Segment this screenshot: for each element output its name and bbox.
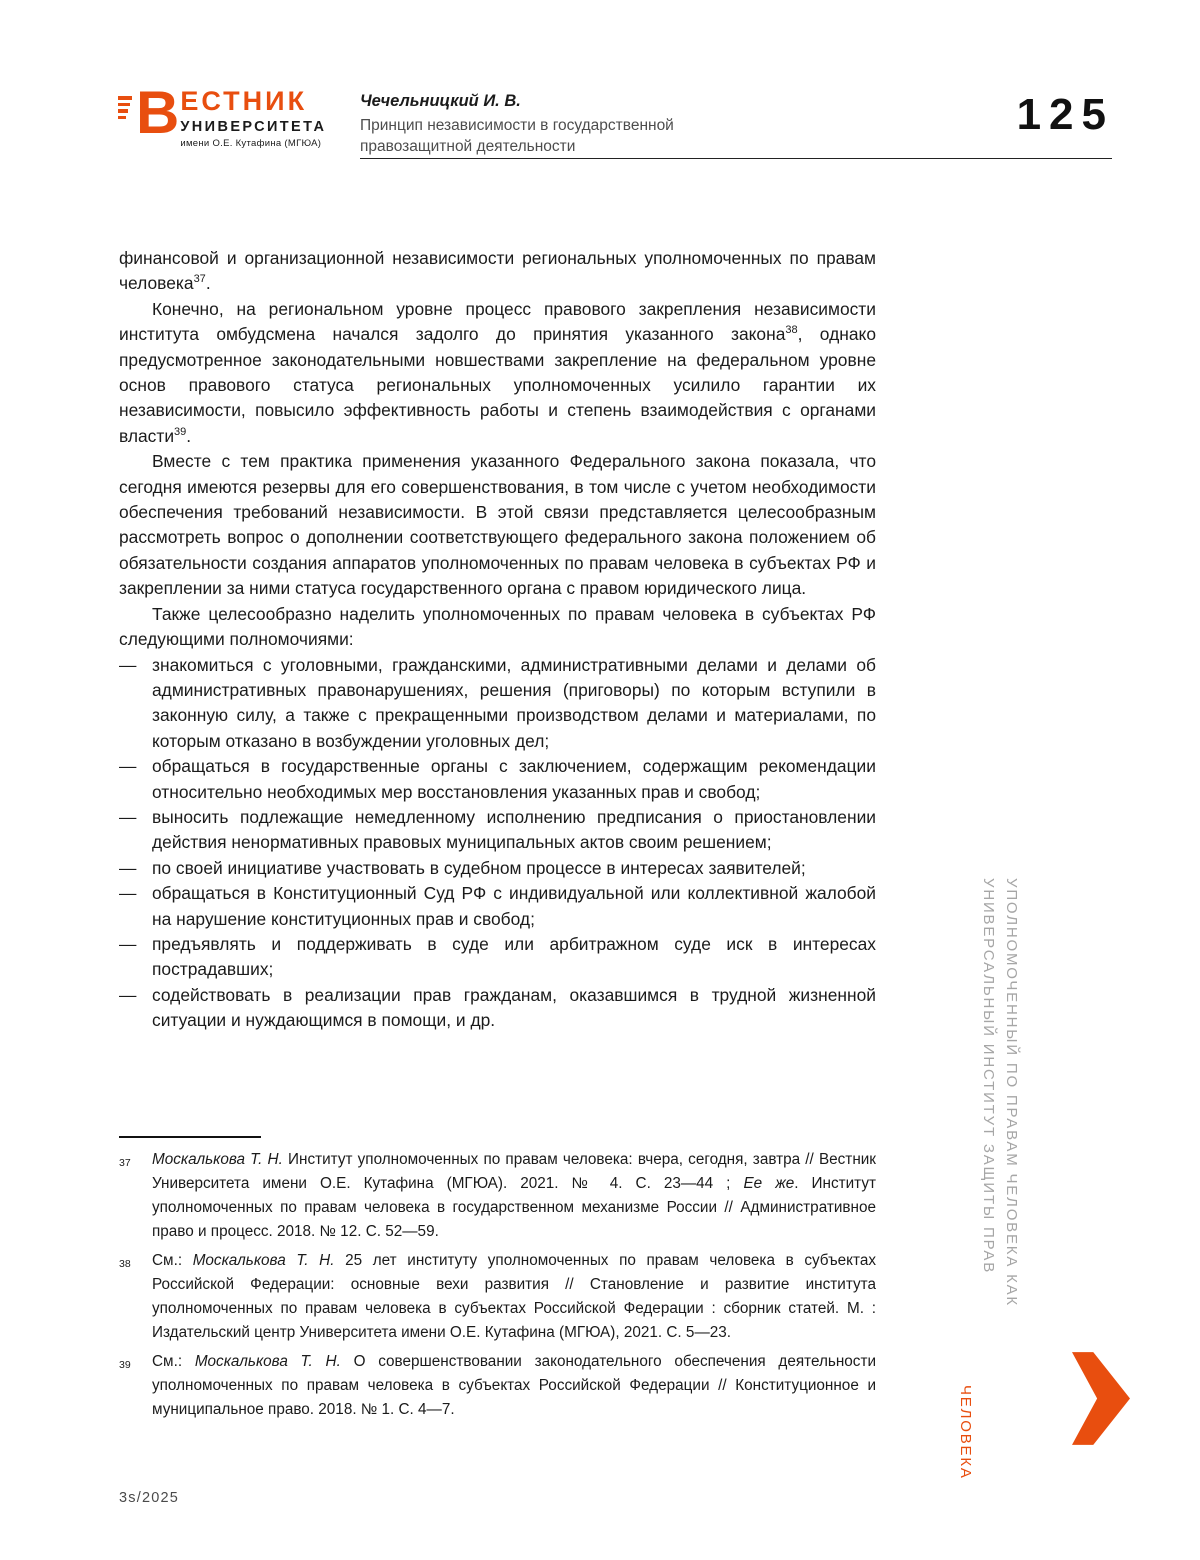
italic-text: Москалькова Т. Н. [192, 1252, 335, 1269]
text-segment: знакомиться с уголовными, гражданскими, административными делами и делами об административных правонарушениях, решения (приговоры) по которым вступили в законную силу, а также с прекращенными производством делами и материалами, по которым отказано в возбуждении уголовных дел; [152, 654, 876, 751]
text-segment: финансовой и организационной независимости региональных уполномоченных по правам человека [119, 248, 876, 294]
list-marker: — [119, 756, 137, 777]
rubric-line-1: УПОЛНОМОЧЕННЫЙ ПО ПРАВАМ ЧЕЛОВЕКА КАК [1003, 878, 1020, 1307]
list-item-text [152, 653, 876, 755]
text-segment: См.: [152, 1252, 193, 1269]
logo-university: УНИВЕРСИТЕТА [180, 119, 327, 135]
footnote-number: 38 [119, 1258, 131, 1270]
footnote-text [152, 1148, 876, 1244]
list-item [119, 653, 876, 755]
issue-label: 3s/2025 [119, 1490, 179, 1506]
italic-text: Москалькова Т. Н. [152, 1151, 283, 1168]
rubric-arrow-icon [1072, 1350, 1130, 1447]
text-segment: 25 лет институту уполномоченных по правам человека в субъектах Российской Федерации: основные вехи развития // Становление и развитие института уполномоченных по правам человека в субъектах Российской Федерации : сборник статей. М. : Издательский центр Университета имени О.Е. Кутафина (МГЮА), 2021. С. 5—23. [152, 1252, 876, 1341]
text-segment: , однако предусмотренное законодательными новшествами закрепление на федеральном уровне основ правового статуса региональных уполномоченных усилило гарантии их независимости, повысило эффективность работы и степень взаимодействия с органами власти [119, 324, 876, 446]
list-item-text [152, 881, 876, 932]
text-segment: . Институт уполномоченных по правам человека в государственном механизме России // Административное право и процесс. 2018. № 12. С. 52—59. [152, 1175, 876, 1240]
text-segment: по своей инициативе участвовать в судебном процессе в интересах заявителей; [152, 857, 806, 878]
footnote-number: 37 [119, 1157, 131, 1169]
text-segment: См.: [152, 1353, 195, 1370]
text-segment: О совершенствовании законодательного обеспечения деятельности уполномоченных по правам человека в субъектах Российской Федерации // Конституционное и муниципальное право. 2018. № 1. С. 4—7. [152, 1353, 876, 1418]
list-item-text [152, 983, 876, 1034]
paragraph [119, 297, 876, 449]
list-marker: — [119, 654, 137, 675]
text-segment: выносить подлежащие немедленному исполнению предписания о приостановлении действия ненормативных правовых муниципальных актов своим решением; [152, 806, 876, 853]
italic-text: Москалькова Т. Н. [194, 1353, 341, 1370]
article-author: Чечельницкий И. В. [360, 92, 521, 110]
logo-marks-icon [118, 96, 132, 149]
text-segment: Конечно, на региональном уровне процесс правового закрепления независимости института омбудсмена начался задолго до принятия указанного закона [119, 298, 876, 345]
paragraph [119, 246, 876, 297]
list-item-text [152, 805, 876, 856]
page-number: 125 [1016, 90, 1114, 139]
list-item [119, 983, 876, 1034]
text-segment: Вместе с тем практика применения указанного Федерального закона показала, что сегодня имеются резервы для его совершенствования, в том числе с учетом необходимости обеспечения требований независимости. В этой связи представляется целесообразным рассмотреть вопрос о дополнении соответствующего федерального закона положением об обязательности создания аппаратов уполномоченных по правам человека в субъектах РФ и закреплении за ними статуса государственного органа с правом юридического лица. [119, 451, 876, 599]
footnote-number: 39 [119, 1359, 131, 1371]
text-segment: обращаться в Конституционный Суд РФ с индивидуальной или коллективной жалобой на нарушение конституционных прав и свобод; [152, 883, 876, 929]
footnote-text [152, 1350, 876, 1422]
text-segment: предъявлять и поддерживать в суде или арбитражном суде иск в интересах пострадавших; [152, 933, 876, 980]
rubric-highlight: ЧЕЛОВЕКА [957, 1385, 974, 1480]
list-item [119, 805, 876, 856]
italic-text: Ее же [743, 1175, 795, 1192]
footnote-ref: 39 [174, 426, 187, 439]
text-segment: Также целесообразно наделить уполномоченных по правам человека в субъектах РФ следующими полномочиями: [119, 603, 876, 650]
header-title-block [360, 92, 720, 158]
text-segment: . [186, 425, 192, 446]
paragraph [119, 449, 876, 601]
footnote [119, 1350, 876, 1422]
footnote-ref: 37 [193, 273, 206, 286]
list-marker: — [119, 806, 137, 827]
logo-text-block [180, 86, 326, 149]
footnote-ref: 38 [785, 324, 798, 337]
list-item-text [152, 754, 876, 805]
footnote [119, 1148, 876, 1244]
text-segment: обращаться в государственные органы с заключением, содержащим рекомендации относительно необходимых мер восстановления указанных прав и свобод; [152, 756, 876, 802]
article-body [119, 246, 876, 1034]
list-item-text [152, 932, 876, 983]
header-rule [360, 158, 1112, 159]
list-item [119, 881, 876, 932]
list-marker: — [119, 984, 137, 1005]
logo-letter: В [136, 79, 178, 146]
text-segment: содействовать в реализации прав гражданам, оказавшимся в трудной жизненной ситуации и нуждающимся в помощи, и др. [152, 984, 876, 1031]
list-item [119, 856, 876, 881]
list-item [119, 932, 876, 983]
text-segment: Институт уполномоченных по правам человека: вчера, сегодня, завтра // Вестник Университета имени О.Е. Кутафина (МГЮА). 2021. № 4. С. 23—44 ; [152, 1151, 876, 1192]
logo-subtitle: имени О.Е. Кутафина (МГЮА) [180, 138, 322, 149]
list-marker: — [119, 857, 137, 878]
list-item-text [152, 856, 876, 881]
footnotes [119, 1148, 876, 1427]
journal-logo [118, 79, 327, 149]
footnote-text [152, 1249, 876, 1345]
list-marker: — [119, 883, 137, 904]
list-marker: — [119, 933, 137, 954]
footnote [119, 1249, 876, 1345]
list-item [119, 754, 876, 805]
footnote-separator [119, 1136, 261, 1138]
rubric-line-2: УНИВЕРСАЛЬНЫЙ ИНСТИТУТ ЗАЩИТЫ ПРАВ [980, 878, 997, 1274]
article-title: Принцип независимости в государственной правозащитной деятельности [360, 117, 674, 155]
text-segment: . [205, 273, 211, 294]
paragraph [119, 602, 876, 653]
logo-word: ЕСТНИК [180, 86, 308, 116]
